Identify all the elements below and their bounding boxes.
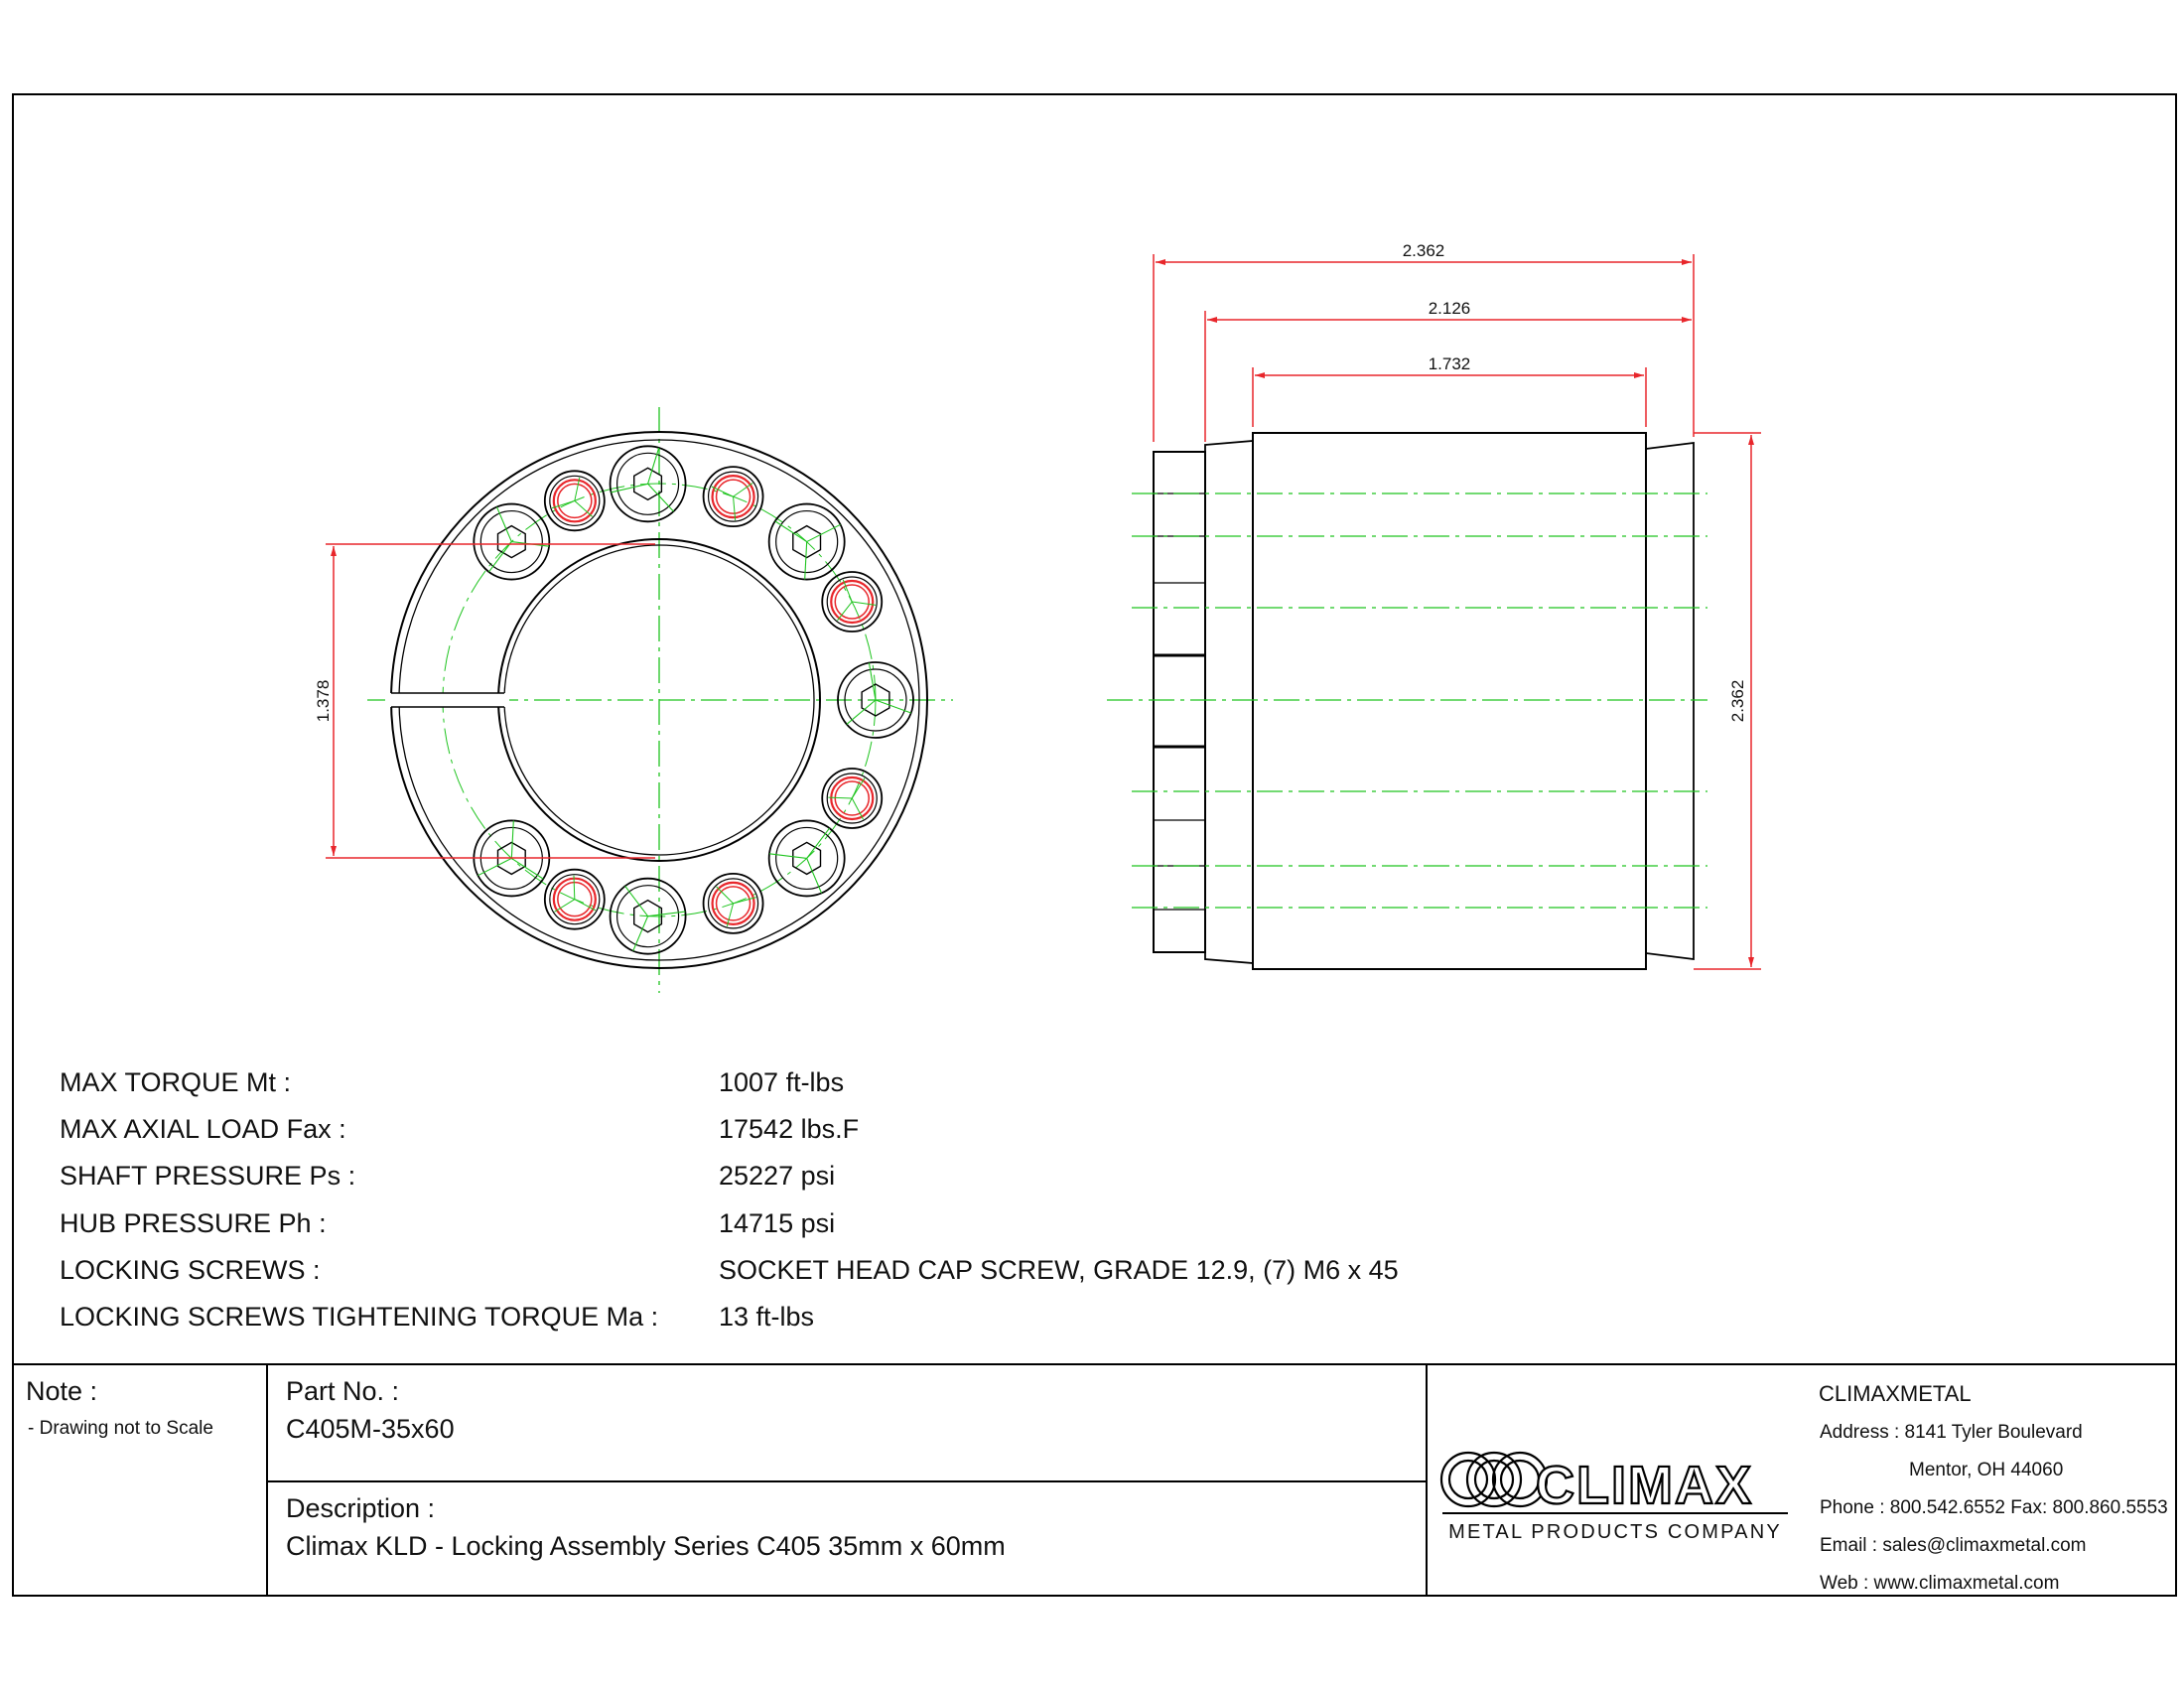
company-email[interactable]: Email : sales@climaxmetal.com bbox=[1820, 1535, 2087, 1556]
bore-dim-label: 1.378 bbox=[314, 679, 333, 723]
spec-label: HUB PRESSURE Ph : bbox=[60, 1207, 327, 1238]
split-slot bbox=[385, 693, 509, 707]
title-block-top-border bbox=[12, 1363, 2177, 1365]
front-view bbox=[314, 407, 953, 993]
spec-table bbox=[60, 1059, 1449, 1340]
logo-wordmark: CLIMAX bbox=[1536, 1456, 1753, 1515]
push-off-screw bbox=[822, 572, 882, 632]
side-left-taper-ring bbox=[1205, 441, 1253, 963]
spec-value: 13 ft-lbs bbox=[719, 1301, 815, 1332]
side-view bbox=[1107, 241, 1761, 969]
cap-screw bbox=[769, 504, 845, 580]
push-off-screw bbox=[545, 471, 605, 530]
spec-value: 25227 psi bbox=[719, 1161, 836, 1192]
spec-value: 14715 psi bbox=[719, 1207, 836, 1238]
spec-label: MAX TORQUE Mt : bbox=[60, 1067, 292, 1097]
side-dim-diameter-label: 2.362 bbox=[1728, 679, 1747, 723]
company-name: CLIMAXMETAL bbox=[1819, 1381, 1972, 1406]
part-number-label: Part No. : bbox=[286, 1376, 400, 1406]
description-label: Description : bbox=[286, 1493, 436, 1523]
spec-label: LOCKING SCREWS TIGHTENING TORQUE Ma : bbox=[60, 1301, 659, 1332]
company-address-line1: Address : 8141 Tyler Boulevard bbox=[1820, 1422, 2083, 1443]
spec-row bbox=[60, 1247, 1449, 1294]
spec-row bbox=[60, 1106, 1449, 1153]
push-off-screw bbox=[545, 870, 605, 929]
cap-screw bbox=[769, 820, 845, 896]
company-address-line2: Mentor, OH 44060 bbox=[1909, 1460, 2064, 1480]
spec-row bbox=[60, 1200, 1449, 1247]
side-right-taper-ring bbox=[1646, 443, 1694, 959]
push-off-screw bbox=[704, 467, 763, 526]
spec-row bbox=[60, 1153, 1449, 1199]
logo-subtitle: METAL PRODUCTS COMPANY bbox=[1448, 1521, 1782, 1543]
spec-label: LOCKING SCREWS : bbox=[60, 1254, 321, 1285]
title-block-divider-part bbox=[266, 1480, 1426, 1482]
spec-value: 1007 ft-lbs bbox=[719, 1067, 845, 1097]
push-off-screw bbox=[822, 769, 882, 828]
company-phone: Phone : 800.542.6552 Fax: 800.860.5553 bbox=[1820, 1497, 2168, 1518]
note-label: Note : bbox=[26, 1376, 98, 1406]
note-text: - Drawing not to Scale bbox=[28, 1418, 213, 1439]
cap-screw bbox=[474, 504, 549, 580]
part-number-value: C405M-35x60 bbox=[286, 1414, 455, 1444]
side-centerlines bbox=[1107, 493, 1707, 908]
climax-logo bbox=[1438, 1446, 1796, 1555]
side-dim-overall-label: 2.362 bbox=[1402, 241, 1445, 260]
side-left-collar bbox=[1154, 452, 1205, 952]
title-block-divider-logo bbox=[1426, 1363, 1428, 1597]
spec-row bbox=[60, 1294, 1449, 1340]
spec-row bbox=[60, 1059, 1449, 1106]
side-main-body bbox=[1253, 433, 1646, 969]
push-off-screw bbox=[704, 874, 763, 933]
side-left-collar-segments bbox=[1154, 493, 1205, 910]
company-web[interactable]: Web : www.climaxmetal.com bbox=[1820, 1573, 2060, 1594]
side-dim-inner-label: 1.732 bbox=[1428, 354, 1471, 373]
spec-value: 17542 lbs.F bbox=[719, 1114, 860, 1145]
spec-value: SOCKET HEAD CAP SCREW, GRADE 12.9, (7) M6 x 45 bbox=[719, 1254, 1399, 1285]
side-dim-mid-label: 2.126 bbox=[1428, 299, 1471, 318]
spec-label: MAX AXIAL LOAD Fax : bbox=[60, 1114, 346, 1145]
description-value: Climax KLD - Locking Assembly Series C405 35mm x 60mm bbox=[286, 1531, 1006, 1561]
spec-label: SHAFT PRESSURE Ps : bbox=[60, 1161, 356, 1192]
